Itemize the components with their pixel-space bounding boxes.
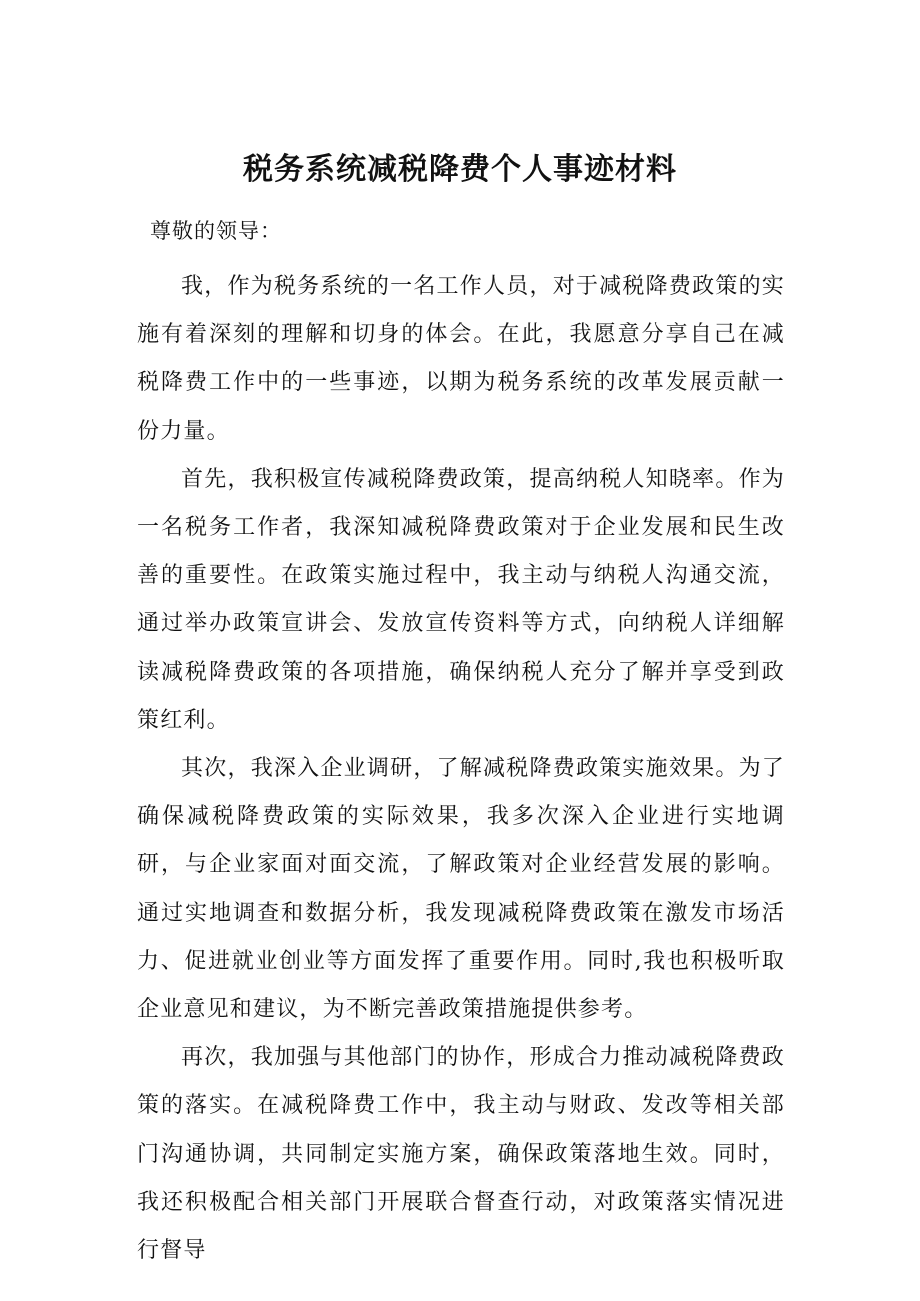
paragraph-third: 再次，我加强与其他部门的协作，形成合力推动减税降费政策的落实。在减税降费工作中，我主动与财政、发改等相关部门沟通协调，共同制定实施方案，确保政策落地生效。同时，我还积极配合相关部门开展联合督查行动，对政策落实情况进行督导 [137,1045,785,1264]
salutation: 尊敬的领导： [150,219,282,243]
document-title: 税务系统减税降费个人事迹材料 [243,152,677,187]
document-body [137,263,785,1275]
paragraph-first: 首先，我积极宣传减税降费政策，提高纳税人知晓率。作为一名税务工作者，我深知减税降费政策对于企业发展和民生改善的重要性。在政策实施过程中，我主动与纳税人沟通交流，通过举办政策宣讲会、发放宣传资料等方式，向纳税人详细解读减税降费政策的各项措施，确保纳税人充分了解并享受到政策红利。 [137,466,785,733]
paragraph-intro: 我，作为税务系统的一名工作人员，对于减税降费政策的实施有着深刻的理解和切身的体会。在此，我愿意分享自己在减税降费工作中的一些事迹，以期为税务系统的改革发展贡献一份力量。 [137,274,785,444]
paragraph-second: 其次，我深入企业调研，了解减税降费政策实施效果。为了确保减税降费政策的实际效果，我多次深入企业进行实地调研，与企业家面对面交流，了解政策对企业经营发展的影响。通过实地调查和数据分析，我发现减税降费政策在激发市场活力、促进就业创业等方面发挥了重要作用。同时,我也积极听取企业意见和建议，为不断完善政策措施提供参考。 [137,756,785,1023]
